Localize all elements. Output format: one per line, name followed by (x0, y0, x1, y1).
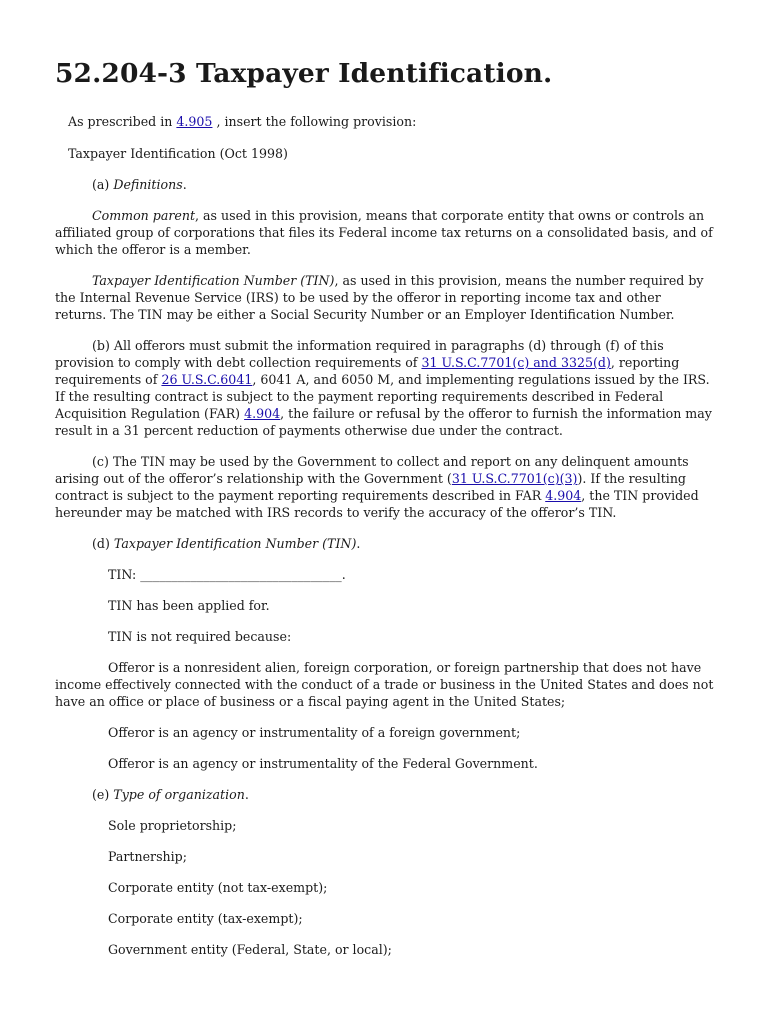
link-31-usc-7701c-3325d[interactable]: 31 U.S.C.7701(c) and 3325(d) (421, 355, 611, 370)
paragraph-e-label: (e) (92, 787, 114, 802)
paragraph-e-end: . (244, 787, 249, 802)
tin-definition (55, 272, 715, 323)
paragraph-c-text-1: (c) The TIN may be used by the Government to collect and report on any delinquent amounts arising out of the offeror’s relationship with the Government ( (55, 454, 689, 486)
org-type-item: Partnership; (108, 849, 187, 864)
paragraph-c (55, 453, 715, 521)
provision-title: Taxpayer Identification (Oct 1998) (68, 146, 288, 161)
intro-prefix: As prescribed in (68, 114, 177, 129)
org-type-item: Sole proprietorship; (108, 818, 237, 833)
common-parent-term: Common parent (92, 208, 196, 223)
tin-term: Taxpayer Identification Number (TIN) (92, 273, 335, 288)
tin-definition-text: , as used in this provision, means the number required by the Internal Revenue Service (IRS) to be used by the offeror in reporting income tax and other returns. The TIN may be either a Social Security Number or an Employer Identification Number. (55, 273, 704, 322)
paragraph-e (55, 786, 715, 803)
link-31-usc-7701c3[interactable]: 31 U.S.C.7701(c)(3) (451, 471, 578, 486)
link-4-904[interactable]: 4.904 (244, 406, 281, 421)
foreign-agency-option: Offeror is an agency or instrumentality of a foreign government; (108, 725, 521, 740)
organization-type-heading: Type of organization (113, 787, 245, 802)
common-parent-definition (55, 207, 715, 258)
paragraph-a (55, 176, 715, 193)
paragraph-d-end: . (356, 536, 361, 551)
nonresident-option: Offeror is a nonresident alien, foreign corporation, or foreign partnership that does not have income effectively connected with the conduct of a trade or business in the United States and does not have an office or place of business or a fiscal paying agent in the United States; (55, 660, 714, 709)
intro-paragraph (55, 113, 715, 130)
org-type-item: Corporate entity (not tax-exempt); (108, 880, 328, 895)
paragraph-a-end: . (182, 177, 187, 192)
paragraph-d-label: (d) (92, 536, 114, 551)
link-4-905[interactable]: 4.905 (176, 114, 213, 129)
paragraph-b (55, 337, 715, 439)
paragraph-b-text-1: (b) All offerors must submit the information required in paragraphs (d) through (f) of this provision to comply with debt collection requirements of (55, 338, 664, 370)
definitions-heading: Definitions (113, 177, 183, 192)
common-parent-text: , as used in this provision, means that corporate entity that owns or controls an affiliated group of corporations that files its Federal income tax returns on a consolidated basis, and of which the offeror is a member. (55, 208, 713, 257)
link-far-4-904[interactable]: 4.904 (545, 488, 582, 503)
tin-heading: Taxpayer Identification Number (TIN) (113, 536, 357, 551)
tin-entry-line: TIN: ________________________________. (108, 567, 346, 582)
paragraph-b-text-4: , the failure or refusal by the offeror to furnish the information may result in a 31 percent reduction of payments otherwise due under the contract. (55, 406, 712, 438)
intro-suffix: , insert the following provision: (212, 114, 417, 129)
tin-not-required-option: TIN is not required because: (108, 629, 292, 644)
paragraph-a-label: (a) (92, 177, 114, 192)
tin-applied-option: TIN has been applied for. (108, 598, 270, 613)
paragraph-d (55, 535, 715, 552)
paragraph-b-text-2: , reporting requirements of (55, 355, 680, 387)
paragraph-b-text-3: , 6041 A, and 6050 M, and implementing regulations issued by the IRS. If the resulting contract is subject to the payment reporting requirements described in Federal Acquisition Regulation (FAR) (55, 372, 710, 421)
paragraph-c-text-3: , the TIN provided hereunder may be matched with IRS records to verify the accuracy of the offeror’s TIN. (55, 488, 699, 520)
org-type-item: Corporate entity (tax-exempt); (108, 911, 303, 926)
page-title: 52.204-3 Taxpayer Identification. (55, 58, 553, 89)
org-type-item: Government entity (Federal, State, or local); (108, 942, 392, 957)
link-26-usc-6041[interactable]: 26 U.S.C.6041 (161, 372, 253, 387)
paragraph-c-text-2: ). If the resulting contract is subject to the payment reporting requirements described in FAR (55, 471, 686, 503)
federal-agency-option: Offeror is an agency or instrumentality of the Federal Government. (108, 756, 538, 771)
